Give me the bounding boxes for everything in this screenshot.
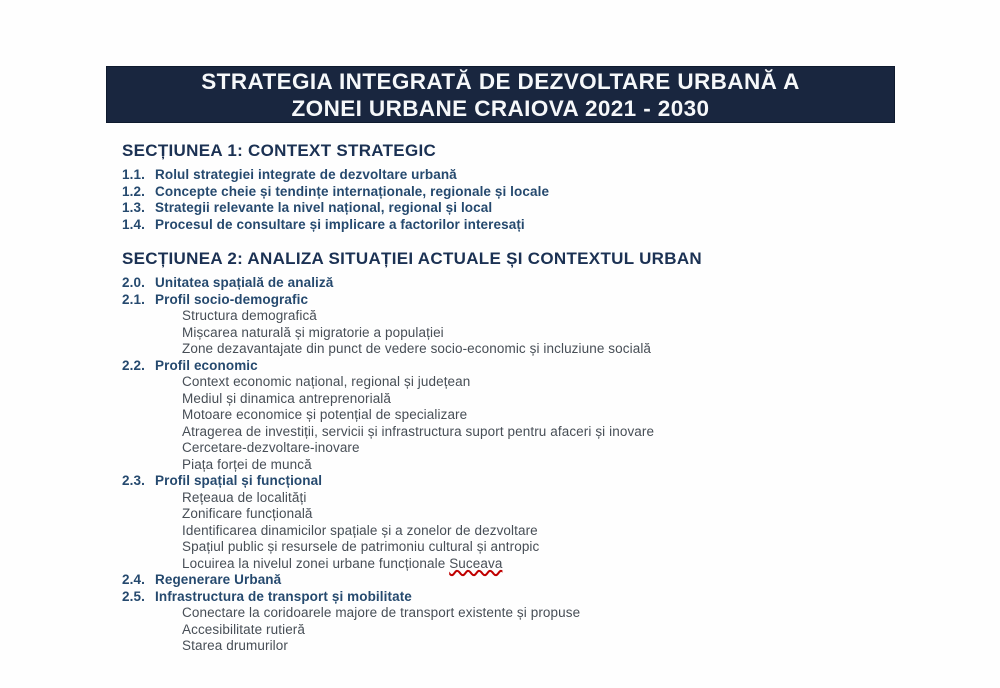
- toc-entry-label: Profil spațial și funcțional: [155, 473, 323, 488]
- toc-sub-entry-label: Motoare economice și potențial de specializare: [182, 407, 468, 422]
- toc-section: [122, 249, 952, 655]
- toc-sub-entry: [122, 407, 952, 424]
- toc-entry-label: Unitatea spațială de analiză: [155, 275, 334, 290]
- toc-entry-label: Concepte cheie și tendințe internaționale, regionale și locale: [155, 183, 550, 199]
- toc-entry: [122, 358, 952, 375]
- toc-sub-entry-label: Rețeaua de localități: [182, 489, 307, 505]
- toc-sub-entry: [122, 391, 952, 408]
- toc-sub-entry: [122, 523, 952, 540]
- toc-sub-entry: [122, 638, 952, 655]
- toc-entry-number: 2.2.: [122, 357, 145, 373]
- toc-sub-entry-label: Context economic național, regional și județean: [182, 374, 471, 389]
- toc-sub-entry-label: Zone dezavantajate din punct de vedere socio-economic și incluziune socială: [182, 341, 652, 356]
- toc-entry-label: Regenerare Urbană: [155, 572, 282, 587]
- toc-entry: [122, 217, 952, 234]
- toc-sub-entry-label: Locuirea la nivelul zonei urbane funcționale: [182, 555, 450, 571]
- table-of-contents: [122, 141, 952, 671]
- toc-sub-entry-label: Piața forței de muncă: [182, 456, 312, 472]
- toc-sub-entry: [122, 605, 952, 622]
- toc-sub-entry-label: Starea drumurilor: [182, 638, 288, 653]
- toc-sub-entry-label: Structura demografică: [182, 308, 317, 323]
- toc-entry-label: Profil socio-demografic: [155, 291, 309, 307]
- title-banner: [106, 66, 895, 123]
- toc-entry: [122, 167, 952, 184]
- toc-sub-entry-label: Identificarea dinamicilor spațiale și a zonelor de dezvoltare: [182, 522, 538, 538]
- title-banner-line2: ZONEI URBANE CRAIOVA 2021 - 2030: [291, 95, 710, 121]
- toc-entry: [122, 572, 952, 589]
- toc-entry-number: 2.0.: [122, 275, 145, 290]
- toc-entry: [122, 292, 952, 309]
- toc-entry-number: 1.1.: [122, 167, 145, 182]
- toc-sub-entry-label: Zonificare funcțională: [182, 506, 313, 521]
- toc-entry-label: Strategii relevante la nivel național, regional și local: [155, 200, 493, 215]
- toc-entry-label: Infrastructura de transport și mobilitate: [155, 588, 412, 604]
- toc-entry-label: Rolul strategiei integrate de dezvoltare urbană: [155, 167, 457, 182]
- toc-entry-number: 2.3.: [122, 473, 145, 488]
- toc-entry: [122, 275, 952, 292]
- toc-sub-entry: [122, 424, 952, 441]
- toc-sub-entry: [122, 308, 952, 325]
- toc-entry-number: 2.4.: [122, 572, 145, 587]
- toc-entry-number: 1.3.: [122, 200, 145, 215]
- toc-sub-entry: [122, 325, 952, 342]
- toc-sub-entry: [122, 539, 952, 556]
- title-banner-line1: STRATEGIA INTEGRATĂ DE DEZVOLTARE URBANĂ A: [201, 68, 800, 94]
- toc-sub-entry: [122, 490, 952, 507]
- toc-entry-number: 1.2.: [122, 183, 145, 199]
- toc-entry-number: 1.4.: [122, 216, 145, 232]
- toc-entry-number: 2.1.: [122, 291, 145, 307]
- misspelled-word: Suceava: [449, 555, 503, 571]
- toc-entry: [122, 589, 952, 606]
- toc-entry: [122, 200, 952, 217]
- toc-entry: [122, 473, 952, 490]
- toc-entry: [122, 184, 952, 201]
- toc-sub-entry: [122, 457, 952, 474]
- toc-sub-entry: [122, 556, 952, 573]
- toc-sub-entry-label: Spațiul public și resursele de patrimoniu cultural și antropic: [182, 539, 540, 554]
- toc-sub-entry-label: Conectare la coridoarele majore de transport existente și propuse: [182, 605, 581, 620]
- toc-sub-entry-label: Accesibilitate rutieră: [182, 621, 306, 637]
- section-heading: SECȚIUNEA 2: ANALIZA SITUAȚIEI ACTUALE ȘI CONTEXTUL URBAN: [122, 249, 702, 268]
- toc-sub-entry: [122, 374, 952, 391]
- toc-sub-entry: [122, 341, 952, 358]
- section-heading: SECȚIUNEA 1: CONTEXT STRATEGIC: [122, 141, 437, 160]
- toc-sub-entry-label: Atragerea de investiții, servicii și infrastructura suport pentru afaceri și inovare: [182, 423, 655, 439]
- toc-entry-number: 2.5.: [122, 588, 145, 604]
- toc-sub-entry-label: Mișcarea naturală și migratorie a populației: [182, 324, 444, 340]
- toc-sub-entry-label: Mediul și dinamica antreprenorială: [182, 390, 392, 406]
- toc-sub-entry: [122, 622, 952, 639]
- toc-section: [122, 141, 952, 233]
- toc-sub-entry: [122, 440, 952, 457]
- toc-entry-label: Procesul de consultare și implicare a factorilor interesați: [155, 216, 525, 232]
- toc-sub-entry: [122, 506, 952, 523]
- toc-entry-label: Profil economic: [155, 357, 258, 373]
- toc-sub-entry-label: Cercetare-dezvoltare-inovare: [182, 440, 360, 455]
